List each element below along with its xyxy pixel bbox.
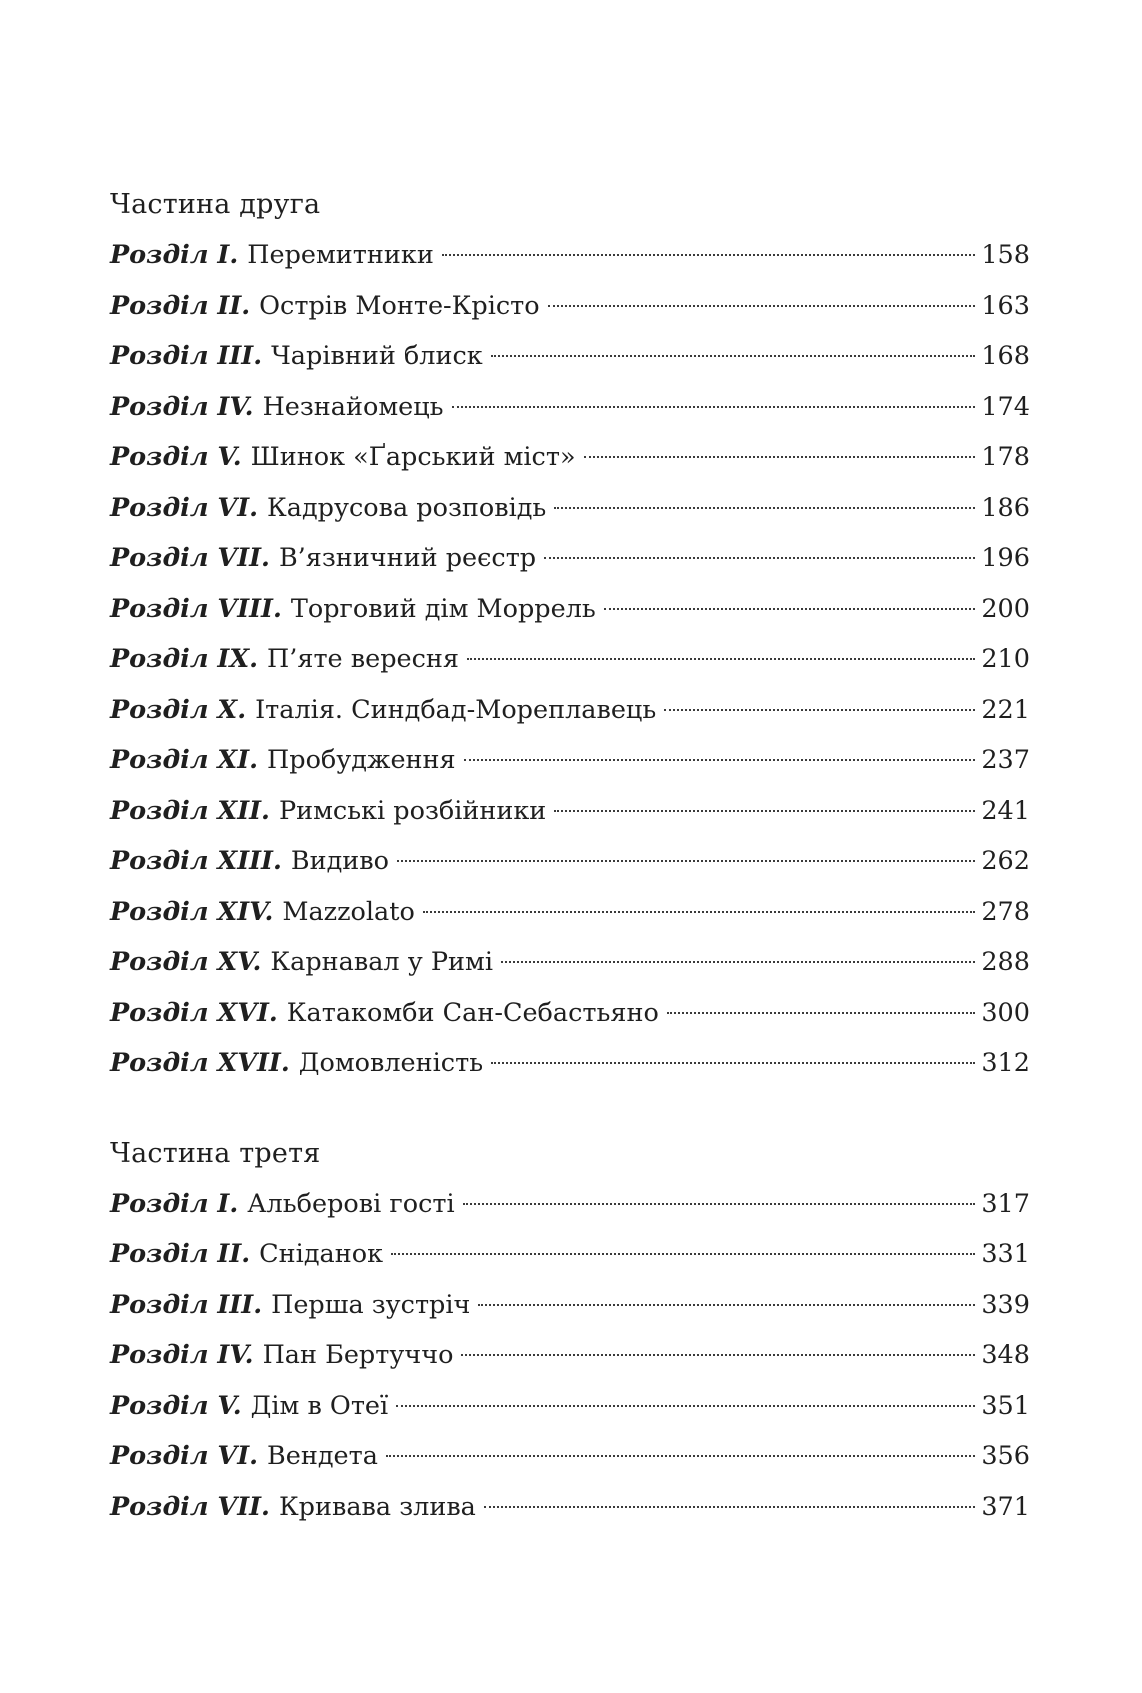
chapter-label: Розділ VIII. — [110, 593, 282, 624]
table-of-contents — [110, 180, 1030, 1532]
chapter-title: Катакомби Сан-Себастьяно — [286, 997, 659, 1028]
toc-entry[interactable] — [110, 1229, 1030, 1280]
toc-entry[interactable] — [110, 1431, 1030, 1482]
page-number: 351 — [981, 1390, 1030, 1421]
page-number: 348 — [981, 1340, 1030, 1370]
toc-entry[interactable] — [110, 230, 1030, 281]
chapter-label: Розділ VII. — [110, 1491, 270, 1522]
dot-leader — [491, 355, 976, 357]
page-number: 168 — [981, 341, 1030, 371]
page-number: 163 — [981, 290, 1030, 321]
chapter-title: Mazzolato — [282, 896, 415, 927]
chapter-label: Розділ II. — [110, 290, 251, 321]
chapter-title: Незнайомець — [262, 391, 444, 422]
dot-leader — [544, 557, 975, 559]
chapter-label: Розділ IV. — [110, 1340, 254, 1370]
chapter-label: Розділ XII. — [110, 795, 270, 826]
dot-leader — [442, 254, 975, 256]
chapter-label: Розділ X. — [110, 694, 247, 725]
toc-entry[interactable] — [110, 937, 1030, 988]
toc-entry[interactable] — [110, 988, 1030, 1039]
part-two — [110, 180, 1030, 1089]
page-number: 174 — [981, 391, 1030, 422]
chapter-title: Домовленість — [298, 1048, 484, 1078]
toc-entry[interactable] — [110, 634, 1030, 685]
chapter-title: Дім в Отеї — [250, 1390, 389, 1421]
dot-leader — [386, 1455, 975, 1457]
toc-entry[interactable] — [110, 1482, 1030, 1533]
page-number: 200 — [981, 593, 1030, 624]
chapter-label: Розділ XVII. — [110, 1048, 290, 1078]
chapter-label: Розділ III. — [110, 1289, 263, 1320]
dot-leader — [467, 658, 975, 660]
chapter-label: Розділ XIV. — [110, 896, 274, 927]
chapter-label: Розділ VI. — [110, 1441, 259, 1471]
page-number: 371 — [981, 1491, 1030, 1522]
toc-entry[interactable] — [110, 1179, 1030, 1230]
chapter-label: Розділ V. — [110, 1390, 242, 1421]
dot-leader — [397, 860, 975, 862]
toc-entry[interactable] — [110, 584, 1030, 635]
chapter-label: Розділ II. — [110, 1239, 251, 1269]
chapter-title: Карнавал у Римі — [270, 947, 493, 977]
toc-entry[interactable] — [110, 382, 1030, 433]
dot-leader — [423, 911, 975, 913]
chapter-list — [110, 1179, 1030, 1533]
page-number: 312 — [981, 1048, 1030, 1078]
chapter-label: Розділ XVI. — [110, 997, 278, 1028]
toc-entry[interactable] — [110, 735, 1030, 786]
chapter-title: Кривава злива — [278, 1491, 476, 1522]
chapter-title: Чарівний блиск — [271, 341, 483, 371]
dot-leader — [554, 507, 975, 509]
page-number: 186 — [981, 492, 1030, 523]
chapter-label: Розділ XIII. — [110, 846, 282, 876]
chapter-title: Шинок «Ґарський міст» — [250, 442, 576, 472]
part-title: Частина третя — [110, 1137, 321, 1169]
chapter-title: Торговий дім Моррель — [290, 593, 596, 624]
dot-leader — [491, 1062, 975, 1064]
chapter-label: Розділ I. — [110, 1188, 239, 1219]
toc-entry[interactable] — [110, 887, 1030, 938]
dot-leader — [391, 1253, 975, 1255]
chapter-title: Римські розбійники — [278, 795, 547, 826]
page-number: 178 — [981, 442, 1030, 472]
chapter-title: Італія. Синдбад-Мореплавець — [255, 694, 657, 725]
page-number: 196 — [981, 543, 1030, 573]
page-number: 210 — [981, 644, 1030, 674]
page-number: 288 — [981, 947, 1030, 977]
dot-leader — [396, 1405, 975, 1407]
dot-leader — [463, 1203, 976, 1205]
chapter-title: Пан Бертуччо — [262, 1340, 454, 1370]
chapter-label: Розділ III. — [110, 341, 263, 371]
chapter-title: Перемитники — [247, 240, 434, 270]
dot-leader — [667, 1012, 976, 1014]
page-number: 339 — [981, 1289, 1030, 1320]
chapter-label: Розділ I. — [110, 240, 239, 270]
dot-leader — [452, 406, 976, 408]
page-number: 158 — [981, 240, 1030, 270]
toc-entry[interactable] — [110, 331, 1030, 382]
chapter-label: Розділ VII. — [110, 543, 270, 573]
toc-entry[interactable] — [110, 685, 1030, 736]
toc-entry[interactable] — [110, 483, 1030, 534]
toc-entry[interactable] — [110, 281, 1030, 332]
chapter-title: Кадрусова розповідь — [267, 492, 547, 523]
chapter-label: Розділ XI. — [110, 745, 259, 775]
chapter-label: Розділ V. — [110, 442, 242, 472]
toc-entry[interactable] — [110, 786, 1030, 837]
page-number: 241 — [981, 795, 1030, 826]
chapter-title: П’яте вересня — [267, 644, 459, 674]
page-number: 237 — [981, 745, 1030, 775]
dot-leader — [461, 1354, 975, 1356]
chapter-list — [110, 230, 1030, 1089]
toc-entry[interactable] — [110, 1038, 1030, 1089]
dot-leader — [584, 456, 976, 458]
page-number: 262 — [981, 846, 1030, 876]
dot-leader — [464, 759, 976, 761]
dot-leader — [478, 1304, 975, 1306]
chapter-title: Перша зустріч — [271, 1289, 471, 1320]
chapter-title: В’язничний реєстр — [278, 543, 537, 573]
page-number: 278 — [981, 896, 1030, 927]
page-number: 221 — [981, 694, 1030, 725]
toc-entry[interactable] — [110, 836, 1030, 887]
part-three — [110, 1129, 1030, 1533]
part-title: Частина друга — [110, 189, 321, 220]
page-number: 331 — [981, 1239, 1030, 1269]
chapter-title: Пробудження — [267, 745, 456, 775]
dot-leader — [484, 1506, 975, 1508]
chapter-title: Видиво — [290, 846, 390, 876]
page-number: 317 — [981, 1188, 1030, 1219]
toc-entry[interactable] — [110, 1381, 1030, 1432]
page-number: 356 — [981, 1441, 1030, 1471]
chapter-label: Розділ VI. — [110, 492, 259, 523]
dot-leader — [604, 608, 976, 610]
dot-leader — [554, 810, 975, 812]
dot-leader — [548, 305, 976, 307]
chapter-label: Розділ IX. — [110, 644, 259, 674]
chapter-title: Сніданок — [259, 1239, 384, 1269]
toc-entry[interactable] — [110, 1330, 1030, 1381]
chapter-label: Розділ XV. — [110, 947, 262, 977]
page-number: 300 — [981, 997, 1030, 1028]
chapter-title: Острів Монте-Крісто — [259, 290, 540, 321]
toc-entry[interactable] — [110, 533, 1030, 584]
chapter-title: Альберові гості — [247, 1188, 455, 1219]
dot-leader — [501, 961, 975, 963]
toc-entry[interactable] — [110, 1280, 1030, 1331]
chapter-label: Розділ IV. — [110, 391, 254, 422]
dot-leader — [664, 709, 975, 711]
toc-entry[interactable] — [110, 432, 1030, 483]
chapter-title: Вендета — [267, 1441, 378, 1471]
